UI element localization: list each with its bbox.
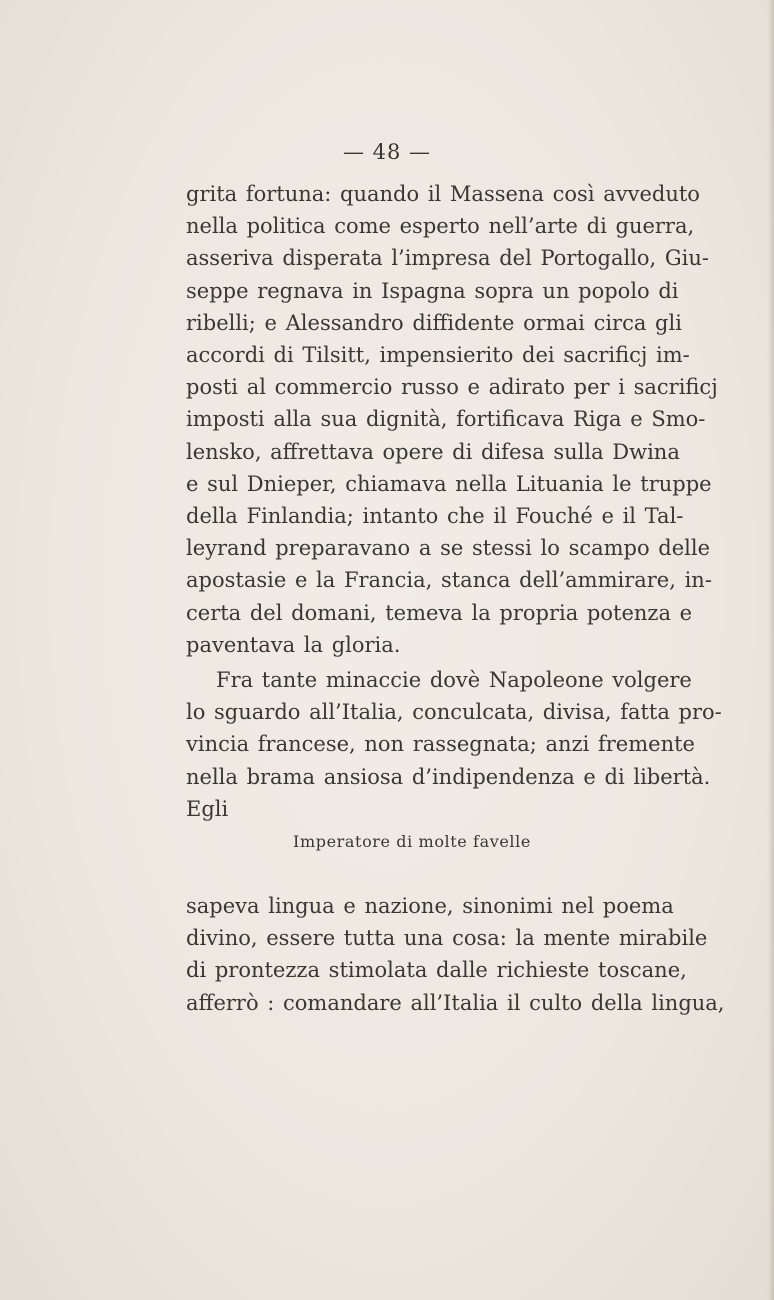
text-line: Fra tante minaccie dovè Napoleone volgere [216, 668, 692, 692]
text-line: ribelli; e Alessandro diffidente ormai circa gli [186, 310, 682, 335]
text-line: Egli [186, 796, 229, 821]
text-line: imposti alla sua dignità, fortificava Riga e Smo- [186, 407, 706, 432]
text-line: vincia francese, non rassegnata; anzi fremente [186, 732, 695, 757]
text-line: asseriva disperata l’impresa del Portogallo, Giu- [186, 246, 710, 271]
page-edge-shadow [768, 0, 774, 1300]
text-line: afferrò : comandare all’Italia il culto della lingua, [186, 990, 725, 1015]
paragraph-2 [186, 664, 722, 825]
verse-quote: Imperatore di molte favelle [293, 832, 531, 851]
text-line: certa del domani, temeva la propria potenza e [186, 600, 693, 625]
text-line: seppe regnava in Ispagna sopra un popolo di [186, 278, 679, 303]
text-line: sapeva lingua e nazione, sinonimi nel poema [186, 894, 674, 918]
paragraph-3 [186, 890, 725, 1019]
text-line: paventava la gloria. [186, 632, 401, 657]
text-line: e sul Dnieper, chiamava nella Lituania le truppe [186, 471, 712, 496]
text-line: della Finlandia; intanto che il Fouché e il Tal- [186, 504, 684, 529]
text-line: posti al commercio russo e adirato per i sacrificj [186, 375, 718, 400]
text-line: nella politica come esperto nell’arte di guerra, [186, 214, 695, 239]
paragraph-1 [186, 178, 718, 661]
text-line: lo sguardo all’Italia, conculcata, divisa, fatta pro- [186, 700, 722, 725]
page-number: — 48 — [342, 140, 432, 164]
text-line: divino, essere tutta una cosa: la mente mirabile [186, 926, 708, 951]
text-line: apostasie e la Francia, stanca dell’ammirare, in- [186, 568, 712, 593]
text-line: nella brama ansiosa d’indipendenza e di libertà. [186, 764, 711, 789]
text-line: di prontezza stimolata dalle richieste toscane, [186, 958, 687, 983]
text-line: leyrand preparavano a se stessi lo scampo delle [186, 536, 711, 561]
text-line: lensko, affrettava opere di difesa sulla Dwina [186, 439, 680, 464]
text-line: accordi di Tilsitt, impensierito dei sacrificj im- [186, 343, 690, 368]
text-line: grita fortuna: quando il Massena così avveduto [186, 182, 700, 206]
